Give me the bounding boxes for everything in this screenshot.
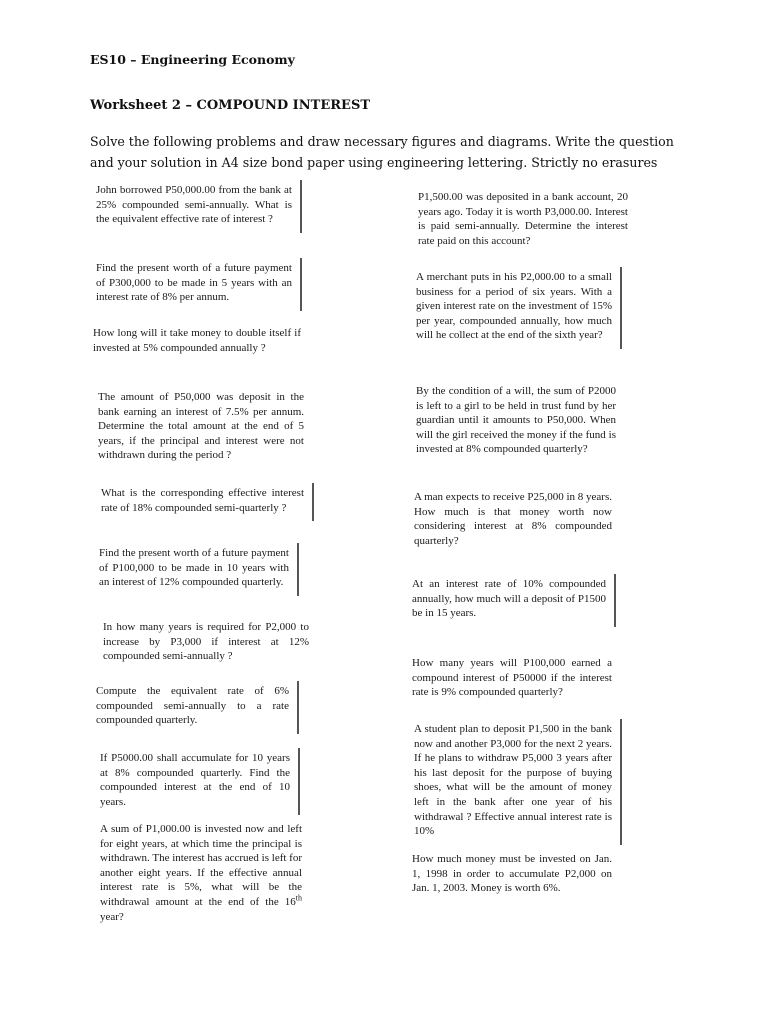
problem-left-2: Find the present worth of a future payment of P300,000 to be made in 5 years with an interest rate of 8% per annum.	[96, 261, 296, 305]
scan-border	[620, 719, 622, 845]
scan-border	[297, 543, 299, 596]
problem-left-4: The amount of P50,000 was deposit in the bank earning an interest of 7.5% per annum. Determine the total amount at the end of 5 years, if the principal and interest were not withdrawn during the period ?	[98, 391, 304, 462]
instructions: Solve the following problems and draw necessary figures and diagrams. Write the question and your solution in A4 size bond paper using engineering lettering. Strictly no erasures	[90, 134, 674, 170]
problem-left-8: Compute the equivalent rate of 6% compounded semi-annually to a rate compounded quarterly.	[96, 684, 293, 728]
problem-left-3: How long will it take money to double itself if invested at 5% compounded annually ?	[93, 327, 301, 354]
worksheet-title: Worksheet 2 – COMPOUND INTEREST	[90, 98, 371, 113]
scan-border	[300, 258, 302, 311]
scan-border	[620, 267, 622, 349]
problem-right-2: A merchant puts in his P2,000.00 to a small business for a period of six years. With a given interest rate on the investment of 15% per year, compounded annually, how much will he collect at the end of the sixth year?	[416, 270, 616, 343]
problem-left-9: If P5000.00 shall accumulate for 10 years at 8% compounded quarterly. Find the compounded interest at the end of 10 years.	[100, 751, 294, 809]
problem-left-10: A sum of P1,000.00 is invested now and left for eight years, at which time the principal is withdrawn. The interest has accrued is left for another eight years. If the effective annual interest rate is 5%, what will be the withdrawal amount at the end of the 16th year?	[100, 823, 303, 923]
problem-left-1: John borrowed P50,000.00 from the bank at 25% compounded semi-annually. What is the equivalent effective rate of interest ?	[96, 183, 296, 227]
problem-right-6: How many years will P100,000 earned a compound interest of P50000 if the interest rate is 9% compounded quarterly?	[412, 657, 612, 699]
scan-border	[300, 180, 302, 233]
scan-border	[614, 574, 616, 627]
problem-left-7: In how many years is required for P2,000 to increase by P3,000 if interest at 12% compounded semi-annually ?	[103, 621, 309, 663]
problem-right-7: A student plan to deposit P1,500 in the bank now and another P3,000 for the next 2 years. If he plans to withdraw P5,000 3 years after his last deposit for the purpose of buying shoes, what will be the amount of money left in the bank after one year of his withdrawal ? Effective annual interest rate is 10%	[414, 722, 616, 839]
problem-right-1: P1,500.00 was deposited in a bank account, 20 years ago. Today it is worth P3,000.00. Interest is paid semi-annually. Determine the interest rate paid on this account?	[418, 191, 628, 247]
problem-left-5: What is the corresponding effective interest rate of 18% compounded semi-quarterly ?	[101, 486, 308, 515]
problem-right-8: How much money must be invested on Jan. 1, 1998 in order to accumulate P2,000 on Jan. 1, 2003. Money is worth 6%.	[412, 853, 612, 895]
scan-border	[298, 748, 300, 815]
problem-right-4: A man expects to receive P25,000 in 8 years. How much is that money worth now considering interest at 8% compounded quarterly?	[414, 491, 612, 547]
problem-left-6: Find the present worth of a future payment of P100,000 to be made in 10 years with an interest of 12% compounded quarterly.	[99, 546, 293, 590]
scan-border	[312, 483, 314, 521]
problem-right-3: By the condition of a will, the sum of P2000 is left to a girl to be held in trust fund by her guardian until it amounts to P50,000. When will the girl received the money if the fund is invested at 8% compounded quarterly?	[416, 385, 616, 456]
course-title: ES10 – Engineering Economy	[90, 52, 295, 67]
scan-border	[297, 681, 299, 734]
problem-right-5: At an interest rate of 10% compounded annually, how much will a deposit of P1500 be in 15 years.	[412, 577, 610, 621]
